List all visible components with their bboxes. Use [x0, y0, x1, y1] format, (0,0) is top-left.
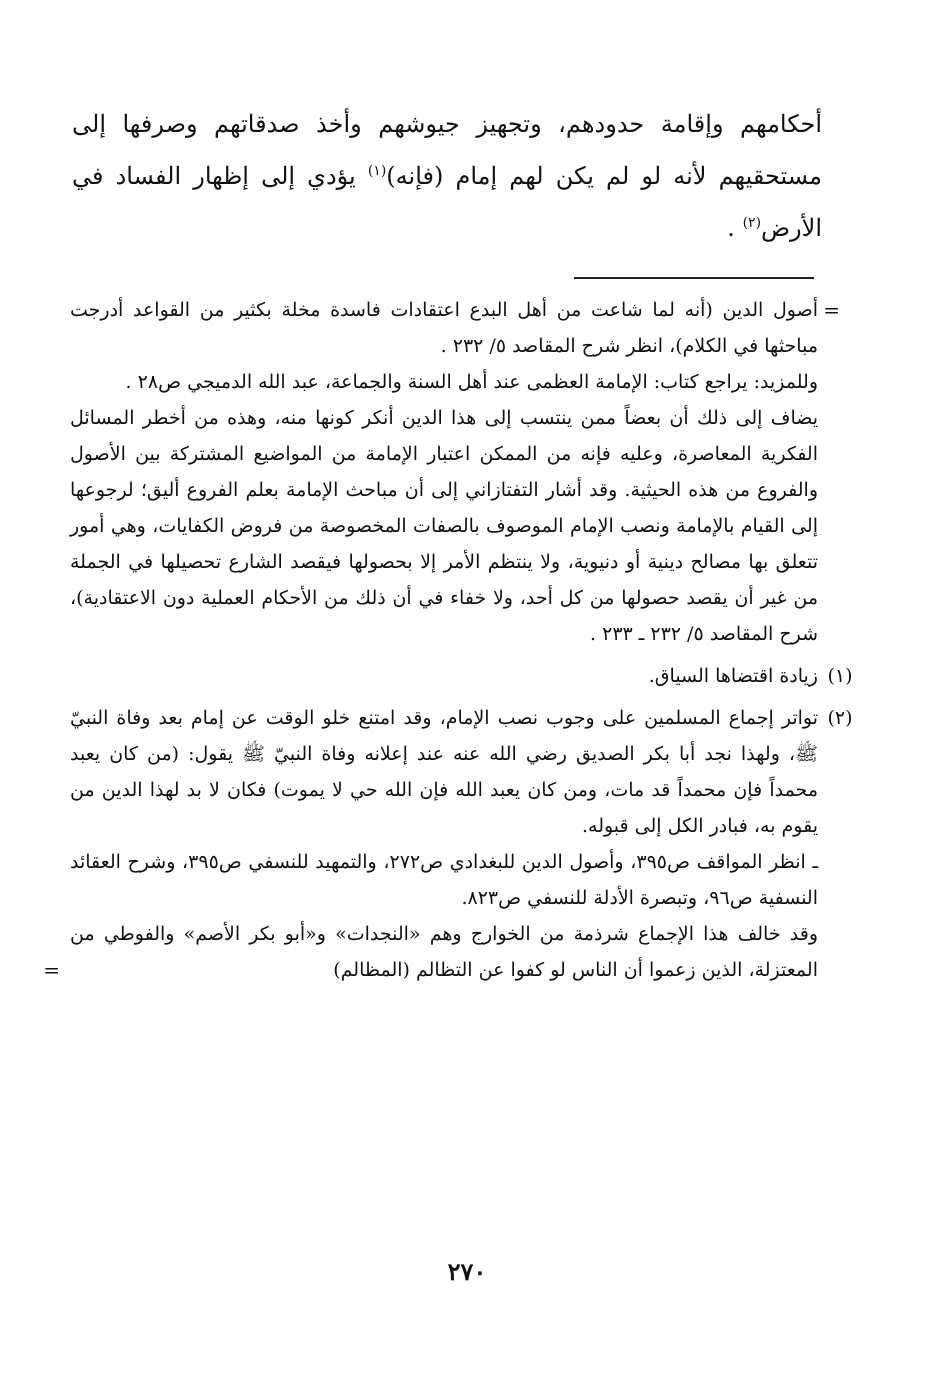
main-text-part-3: .: [727, 214, 743, 242]
footnote-ref-1: (١): [367, 163, 387, 179]
page-number: ٢٧٠: [447, 1257, 487, 1286]
main-paragraph: [72, 98, 822, 254]
continuation-end-mark: =: [43, 958, 60, 982]
footnote-2: [43, 700, 853, 988]
footnote-paragraph: وقد خالف هذا الإجماع شرذمة من الخوارج وهم «النجدات» و«أبو بكر الأصم» والفوطي من المعتزلة، الذين زعموا أن الناس لو كفوا عن التظالم (المظالم): [70, 923, 818, 981]
footnote-paragraph: أصول الدين (أنه لما شاعت من أهل البدع اعتقادات فاسدة مخلة بكثير من القواعد أدرجت مباحثها في الكلام)، انظر شرح المقاصد ٥/ ٢٣٢ .: [70, 299, 818, 357]
main-text-block: [72, 98, 822, 254]
footnote-1: [70, 658, 853, 694]
footnote-paragraph: يضاف إلى ذلك أن بعضاً ممن ينتسب إلى هذا الدين أنكر كونها منه، وهذه من أخطر المسائل الفكرية المعاصرة، وعليه فإنه من الممكن اعتبار الإمامة من المواضيع المشتركة بين الأصول والفروع من هذه الحيثية. وقد أشار التفتازاني إلى أن مباحث الإمامة بعلم الفروع أليق؛ لرجوعها إلى القيام بالإمامة ونصب الإمام الموصوف بالصفات المخصوصة من فروض الكفايات، وهي أمور تتعلق بها مصالح دينية أو دنيوية، ولا ينتظم الأمر إلا بحصولها فيقصد الشارع تحصيلها في الجملة من غير أن يقصد حصولها من كل أحد، ولا خفاء في أن ذلك من الأحكام العملية دون الاعتقادية)، شرح المقاصد ٥/ ٢٣٢ ـ ٢٣٣ .: [70, 407, 818, 645]
footnote-number: (٢): [827, 707, 853, 729]
main-text-part-1: أحكامهم وإقامة حدودهم، وتجهيز جيوشهم وأخذ صدقاتهم وصرفها إلى مستحقيهم لأنه لو لم يكن لهم إمام (فإنه): [72, 110, 823, 190]
footnote-continuation: [70, 292, 840, 652]
footnote-separator: [574, 277, 814, 279]
footnotes-section: [43, 292, 853, 994]
continuation-mark: =: [823, 298, 840, 322]
footnote-paragraph: تواتر إجماع المسلمين على وجوب نصب الإمام، وقد امتنع خلو الوقت عن إمام بعد وفاة النبيّ ﷺ، ولهذا نجد أبا بكر الصديق رضي الله عنه عند إعلانه وفاة النبيّ ﷺ يقول: (من كان يعبد محمداً فإن محمداً قد مات، ومن كان يعبد الله فإن الله حي لا يموت) فكان لا بد لهذا الدين من يقوم به، فبادر الكل إلى قبوله.: [70, 707, 818, 837]
footnote-text: زيادة اقتضاها السياق.: [648, 665, 818, 687]
footnote-number: (١): [827, 665, 853, 687]
footnote-paragraph: وللمزيد: يراجع كتاب: الإمامة العظمى عند أهل السنة والجماعة، عبد الله الدميجي ص٢٨ .: [125, 371, 818, 393]
main-text-part-2: يؤدي إلى إظهار الفساد في الأرض: [72, 162, 822, 242]
footnote-paragraph: ـ انظر المواقف ص٣٩٥، وأصول الدين للبغدادي ص٢٧٢، والتمهيد للنسفي ص٣٩٥، وشرح العقائد النسفية ص٩٦، وتبصرة الأدلة للنسفي ص٨٢٣.: [70, 851, 819, 909]
footnote-ref-2: (٢): [742, 215, 762, 231]
